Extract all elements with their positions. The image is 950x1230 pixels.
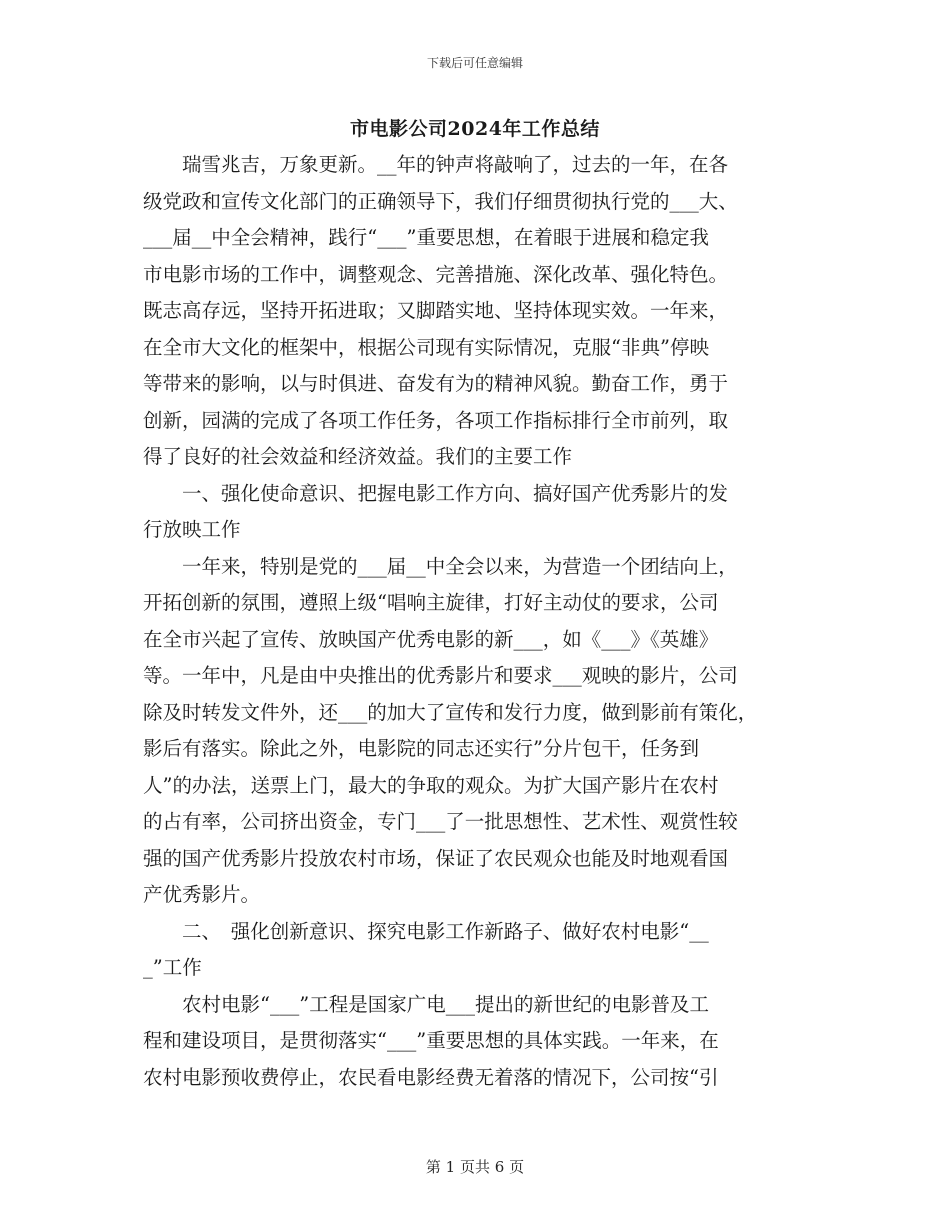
text-line: 影后有落实。除此之外，电影院的同志还实行”分片包干，任务到	[143, 737, 699, 760]
text-line: 创新，园满的完成了各项工作任务，各项工作指标排行全市前列，取	[143, 408, 729, 432]
text-line: 一年来，特别是党的___届__中全会以来，为营造一个团结向上，	[143, 554, 738, 578]
text-line: 得了良好的社会效益和经济效益。我们的主要工作	[143, 445, 573, 468]
text-line: 除及时转发文件外，还___的加大了宣传和发行力度，做到影前有策化，	[143, 700, 758, 724]
text-line: 行放映工作	[143, 518, 241, 541]
text-line: 等带来的影响，以与时俱进、奋发有为的精神风貌。勤奋工作，勇于	[143, 372, 729, 395]
text-line: 瑞雪兆吉，万象更新。__年的钟声将敲响了，过去的一年，在各	[143, 153, 729, 176]
text-line: 强的国产优秀影片投放农村市场，保证了农民观众也能及时地观看国	[143, 846, 729, 870]
text-line: ___届__中全会精神，践行“___”重要思想，在着眼于进展和稳定我	[143, 226, 709, 249]
text-line: 市电影市场的工作中，调整观念、完善措施、深化改革、强化特色。	[143, 262, 729, 286]
text-line: 等。一年中，凡是由中央推出的优秀影片和要求___观映的影片，公司	[143, 664, 738, 687]
text-line: 的占有率，公司挤出资金，专门___了一批思想性、艺术性、观赏性较	[143, 810, 738, 833]
document-body	[143, 147, 808, 1096]
text-line: 既志高存远，坚持开拓进取；又脚踏实地、坚持体现实效。一年来，	[143, 299, 729, 322]
text-line: 在全市大文化的框架中，根据公司现有实际情况，克服“非典”停映	[143, 335, 709, 359]
text-line: 程和建设项目，是贯彻落实“___”重要思想的具体实践。一年来，在	[143, 1029, 719, 1052]
text-line: 级党政和宣传文化部门的正确领导下，我们仔细贯彻执行党的___大、	[143, 189, 738, 213]
page-footer: 第 1 页共 6 页	[425, 1158, 525, 1176]
text-line: 在全市兴起了宣传、放映国产优秀电影的新___，如《___》《英雄》	[143, 627, 719, 651]
text-line: _”工作	[143, 956, 202, 979]
text-line: 二、 强化创新意识、探究电影工作新路子、做好农村电影“__	[143, 919, 709, 943]
document-title: 市电影公司2024年工作总结	[350, 118, 600, 140]
text-line: 农村电影“___”工程是国家广电___提出的新世纪的电影普及工	[143, 992, 709, 1016]
text-line: 一、强化使命意识、把握电影工作方向、搞好国产优秀影片的发	[143, 481, 729, 505]
page-header: 下载后可任意编辑	[426, 56, 523, 70]
text-line: 人”的办法，送票上门，最大的争取的观众。为扩大国产影片在农村	[143, 773, 719, 797]
text-line: 产优秀影片。	[143, 883, 261, 906]
text-line: 农村电影预收费停止，农民看电影经费无着落的情况下，公司按“引	[143, 1065, 719, 1089]
text-line: 开拓创新的氛围，遵照上级“唱响主旋律，打好主动仗的要求，公司	[143, 591, 719, 614]
